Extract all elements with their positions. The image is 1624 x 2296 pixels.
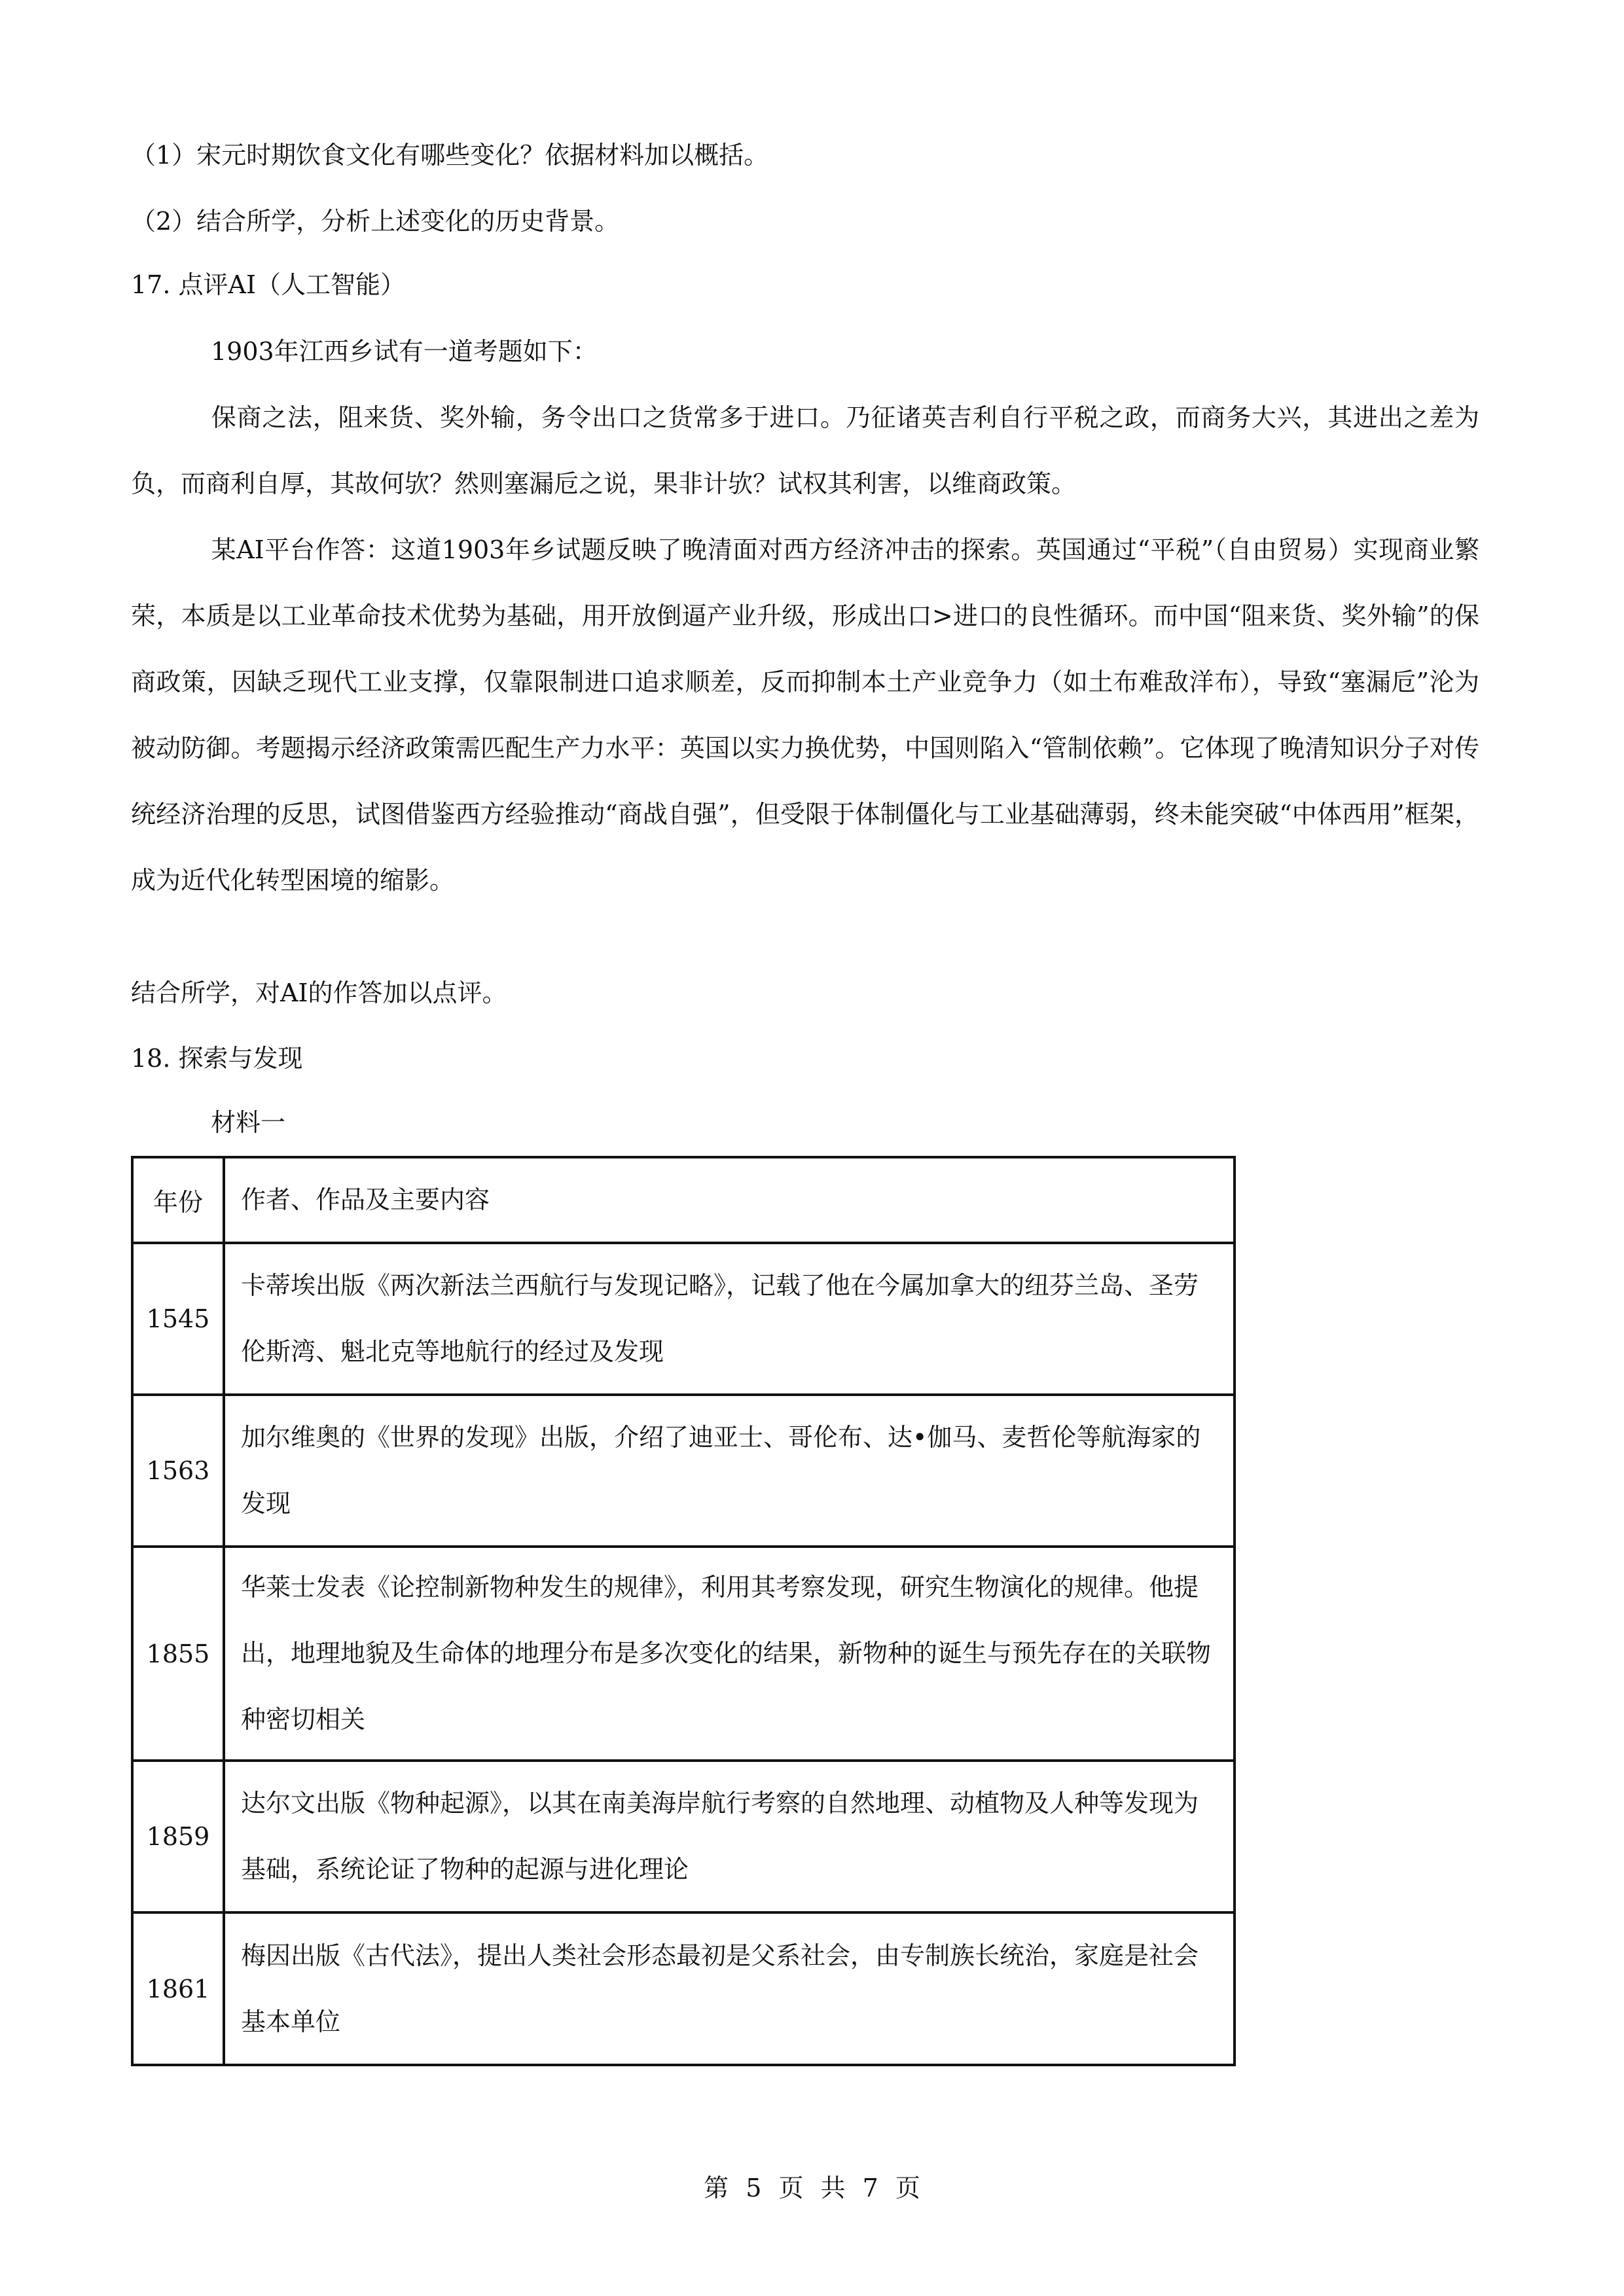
q18-material-label: 材料一 xyxy=(211,1108,286,1137)
header-year: 年份 xyxy=(132,1157,224,1243)
row-year: 1855 xyxy=(132,1547,224,1761)
q17-exam-text xyxy=(131,385,1479,517)
q16-subquestion-1: （1）宋元时期饮食文化有哪些变化？依据材料加以概括。 xyxy=(131,141,769,170)
row-content: 达尔文出版《物种起源》，以其在南美海岸航行考察的自然地理、动植物及人种等发现为基础，系统论证了物种的起源与进化理论 xyxy=(224,1761,1235,1912)
q17-ai-answer-content: 某AI平台作答：这道1903年乡试题反映了晚清面对西方经济冲击的探索。英国通过“平税”（自由贸易）实现商业繁荣，本质是以工业革命技术优势为基础，用开放倒逼产业升级，形成出口>进口的良性循环。而中国“阻来货、奖外输”的保商政策，因缺乏现代工业支撑，仅靠限制进口追求顺差，反而抑制本土产业竞争力（如土布难敌洋布），导致“塞漏卮”沦为被动防御。考题揭示经济政策需匹配生产力水平：英国以实力换优势，中国则陷入“管制依赖”。它体现了晚清知识分子对传统经济治理的反思，试图借鉴西方经验推动“商战自强”，但受限于体制僵化与工业基础薄弱，终未能突破“中体西用”框架，成为近代化转型困境的缩影。 xyxy=(131,535,1479,895)
header-content: 作者、作品及主要内容 xyxy=(224,1157,1235,1243)
row-year: 1859 xyxy=(132,1761,224,1912)
q18-title: 18. 探索与发现 xyxy=(131,1044,303,1073)
table-row xyxy=(132,1547,1235,1761)
row-content: 华莱士发表《论控制新物种发生的规律》，利用其考察发现，研究生物演化的规律。他提出，地理地貌及生命体的地理分布是多次变化的结果，新物种的诞生与预先存在的关联物种密切相关 xyxy=(224,1547,1235,1761)
row-year: 1861 xyxy=(132,1912,224,2065)
row-year: 1563 xyxy=(132,1395,224,1547)
table-header-row xyxy=(132,1157,1235,1243)
table-row xyxy=(132,1761,1235,1912)
table-row xyxy=(132,1243,1235,1395)
row-content: 卡蒂埃出版《两次新法兰西航行与发现记略》，记载了他在今属加拿大的纽芬兰岛、圣劳伦斯湾、魁北克等地航行的经过及发现 xyxy=(224,1243,1235,1395)
material-table xyxy=(131,1156,1236,2066)
q17-intro: 1903年江西乡试有一道考题如下： xyxy=(211,337,598,366)
q17-exam-text-content: 保商之法，阻来货、奖外输，务令出口之货常多于进口。乃征诸英吉利自行平税之政，而商务大兴，其进出之差为负，而商利自厚，其故何欤？然则塞漏卮之说，果非计欤？试权其利害，以维商政策。 xyxy=(131,403,1479,498)
row-content: 加尔维奥的《世界的发现》出版，介绍了迪亚士、哥伦布、达•伽马、麦哲伦等航海家的发现 xyxy=(224,1395,1235,1547)
page-footer: 第 5 页 共 7 页 xyxy=(704,2174,920,2202)
row-content: 梅因出版《古代法》，提出人类社会形态最初是父系社会，由专制族长统治，家庭是社会基本单位 xyxy=(224,1912,1235,2065)
row-year: 1545 xyxy=(132,1243,224,1395)
table-row xyxy=(132,1912,1235,2065)
q16-subquestion-2: （2）结合所学，分析上述变化的历史背景。 xyxy=(131,207,620,236)
q17-task: 结合所学，对AI的作答加以点评。 xyxy=(131,978,507,1007)
q17-title: 17. 点评AI（人工智能） xyxy=(131,270,405,299)
table-row xyxy=(132,1395,1235,1547)
q17-ai-answer xyxy=(131,517,1479,914)
